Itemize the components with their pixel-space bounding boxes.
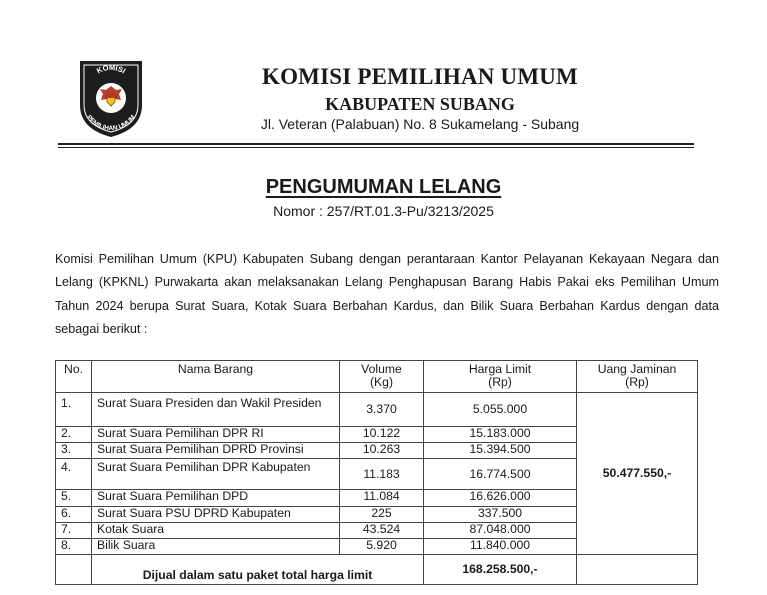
cell-volume: 11.084 [340, 490, 424, 507]
document-number: Nomor : 257/RT.01.3-Pu/3213/2025 [273, 203, 494, 219]
cell-harga: 15.183.000 [424, 427, 577, 443]
cell-nama: Surat Suara PSU DPRD Kabupaten [92, 507, 340, 523]
logo-text-top: KOMISI [95, 62, 128, 76]
intro-paragraph: Komisi Pemilihan Umum (KPU) Kabupaten Subang dengan perantaraan Kantor Pelayanan Kekayaan Negara dan Lelang (KPKNL) Purwakarta akan melaksanakan Lelang Penghapusan Barang Habis Pakai eks Pemilihan Umum Tahun 2024 berupa Surat Suara, Kotak Suara Berbahan Kardus, dan Bilik Suara Berbahan Kardus dengan data sebagai berikut : [55, 252, 719, 337]
cell-nama: Surat Suara Pemilihan DPD [92, 490, 340, 507]
cell-nama: Bilik Suara [92, 539, 340, 555]
cell-harga: 15.394.500 [424, 443, 577, 459]
cell-nama-text: Surat Suara Presiden dan Wakil Presiden [97, 396, 322, 410]
cell-total-empty [56, 555, 92, 585]
cell-harga: 11.840.000 [424, 539, 577, 555]
cell-volume: 10.122 [340, 427, 424, 443]
header-volume-unit: (Kg) [369, 375, 394, 389]
cell-harga: 16.626.000 [424, 490, 577, 507]
cell-volume: 3.370 [340, 393, 424, 427]
cell-no: 8. [56, 539, 92, 555]
table-total-row [56, 555, 698, 585]
total-label: Dijual dalam satu paket total harga limit [92, 555, 424, 585]
cell-harga: 16.774.500 [424, 459, 577, 490]
org-address: Jl. Veteran (Palabuan) No. 8 Sukamelang - Subang [260, 116, 580, 132]
table-header-row [56, 361, 698, 393]
cell-no: 1. [56, 393, 92, 427]
cell-nama: Kotak Suara [92, 523, 340, 539]
org-subunit: KABUPATEN SUBANG [325, 94, 515, 114]
cell-nama [92, 459, 340, 490]
cell-total-jaminan-empty [577, 555, 698, 585]
document-title-wrap [0, 176, 767, 199]
total-value: 168.258.500,- [424, 555, 577, 585]
cell-nama: Surat Suara Pemilihan DPRD Provinsi [92, 443, 340, 459]
org-name: KOMISI PEMILIHAN UMUM [262, 64, 578, 89]
cell-uang-jaminan: 50.477.550,- [577, 393, 698, 555]
cell-volume: 11.183 [340, 459, 424, 490]
cell-no: 5. [56, 490, 92, 507]
header-harga-limit [424, 361, 577, 393]
cell-harga: 337.500 [424, 507, 577, 523]
cell-no: 3. [56, 443, 92, 459]
letterhead-rule [58, 143, 694, 145]
cell-harga: 87.048.000 [424, 523, 577, 539]
cell-nama: Surat Suara Pemilihan DPR RI [92, 427, 340, 443]
kpu-logo [74, 55, 148, 139]
cell-harga: 5.055.000 [424, 393, 577, 427]
logo-text-bottom: PEMILIHAN UMUM [85, 114, 137, 133]
cell-no: 6. [56, 507, 92, 523]
header-uang-jaminan [577, 361, 698, 393]
header-nama-barang: Nama Barang [92, 361, 340, 393]
header-harga-unit: (Rp) [488, 375, 512, 389]
document-title: PENGUMUMAN LELANG [265, 176, 502, 198]
auction-items-table [55, 360, 698, 585]
cell-volume: 5.920 [340, 539, 424, 555]
cell-nama [92, 393, 340, 427]
cell-volume: 43.524 [340, 523, 424, 539]
header-volume-label: Volume [361, 362, 402, 376]
letterhead-rule-thin [58, 147, 694, 148]
cell-no: 4. [56, 459, 92, 490]
cell-volume: 10.263 [340, 443, 424, 459]
cell-volume: 225 [340, 507, 424, 523]
header-jaminan-unit: (Rp) [625, 375, 649, 389]
table-row [56, 393, 698, 427]
header-volume [340, 361, 424, 393]
cell-no: 7. [56, 523, 92, 539]
header-harga-label: Harga Limit [468, 362, 532, 376]
header-jaminan-label: Uang Jaminan [597, 362, 677, 376]
header-no: No. [56, 361, 92, 393]
cell-nama-text: Surat Suara Pemilihan DPR Kabupaten [97, 460, 311, 474]
cell-no: 2. [56, 427, 92, 443]
